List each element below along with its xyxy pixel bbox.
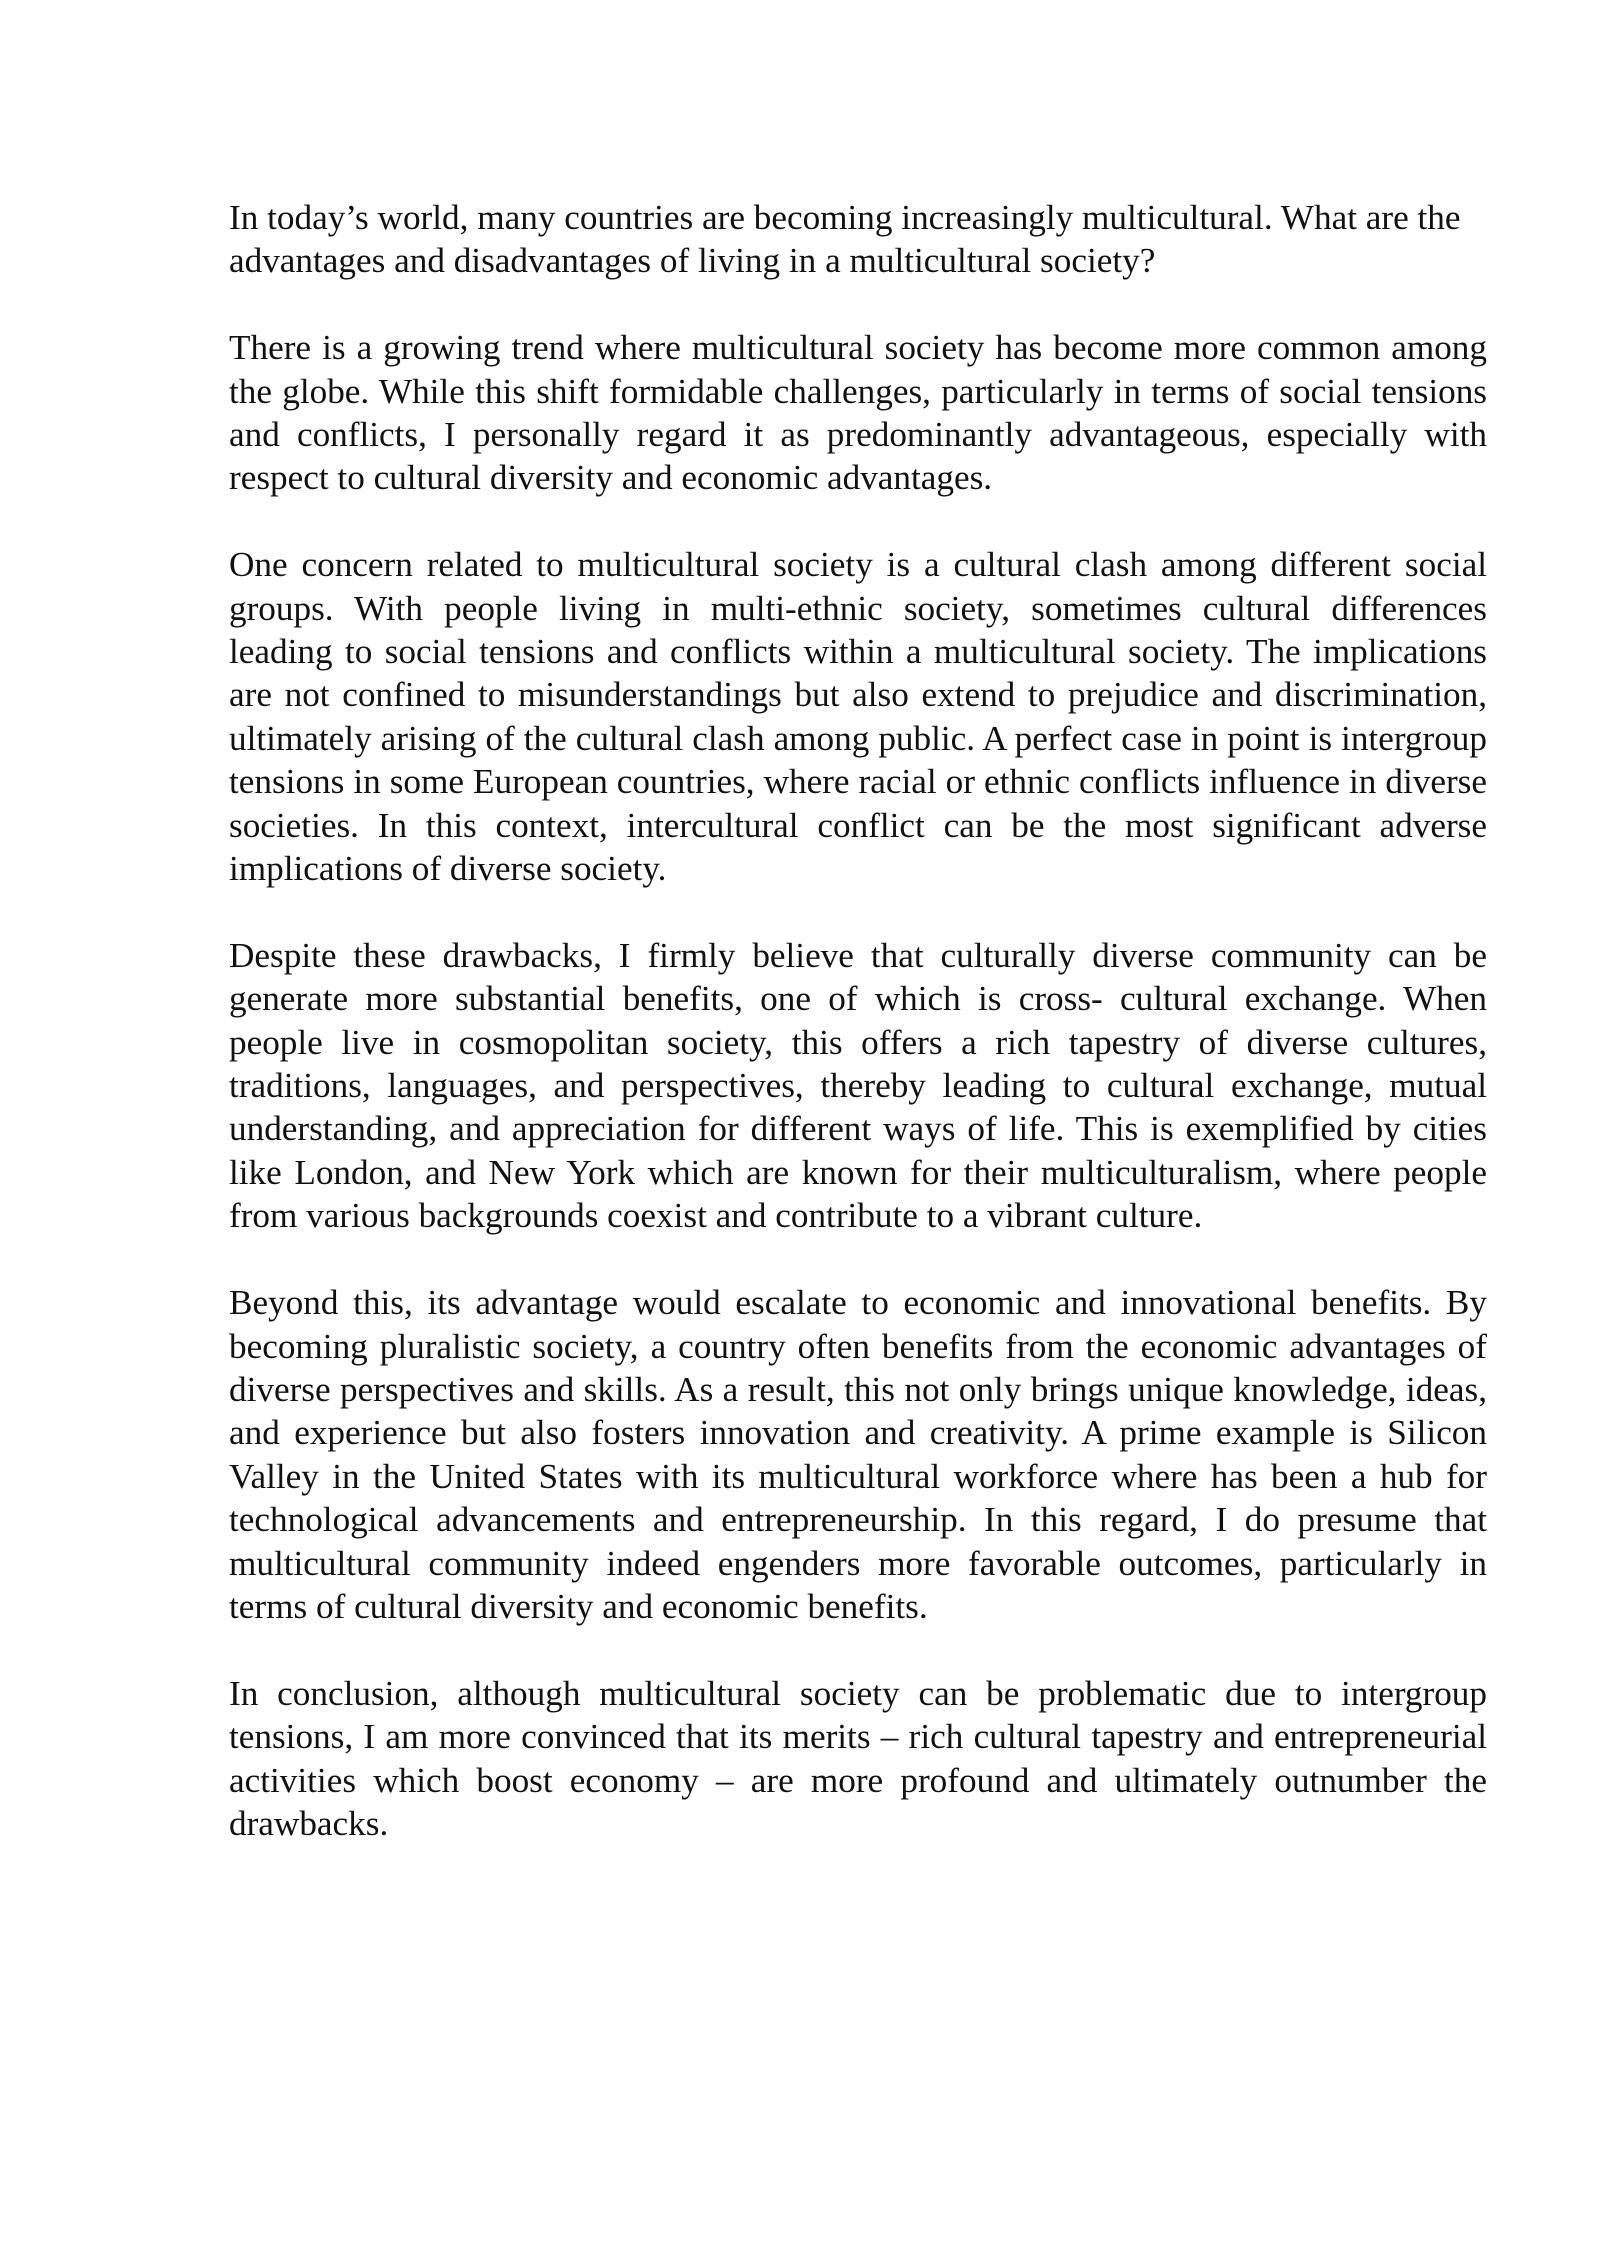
body-paragraph-economic-benefits: Beyond this, its advantage would escalate to economic and innovational benefits. By becoming pluralistic society, a country often benefits from the economic advantages of diverse perspectives and skills. As a result, this not only brings unique knowledge, ideas, and experience but also fosters innovation and creativity. A prime example is Silicon Valley in the United States with its multicultural workforce where has been a hub for technological advancements and entrepreneurship. In this regard, I do presume that multicultural community indeed engenders more favorable outcomes, particularly in terms of cultural diversity and economic benefits. bbox=[229, 1283, 1487, 1626]
body-paragraph-disadvantages: One concern related to multicultural society is a cultural clash among different social groups. With people living in multi-ethnic society, sometimes cultural differences leading to social tensions and conflicts within a multicultural society. The implications are not confined to misunderstandings but also extend to prejudice and discrimination, ultimately arising of the cultural clash among public. A perfect case in point is intergroup tensions in some European countries, where racial or ethnic conflicts influence in diverse societies. In this context, intercultural conflict can be the most significant adverse implications of diverse society. bbox=[229, 545, 1487, 889]
conclusion-paragraph: In conclusion, although multicultural society can be problematic due to intergroup tensions, I am more convinced that its merits – rich cultural tapestry and entrepreneurial activities which boost economy – are more profound and ultimately outnumber the drawbacks. bbox=[229, 1673, 1487, 1843]
body-paragraph-cultural-exchange: Despite these drawbacks, I firmly believe that culturally diverse community can be generate more substantial benefits, one of which is cross- cultural exchange. When people live in cosmopolitan society, this offers a rich tapestry of diverse cultures, traditions, languages, and perspectives, thereby leading to cultural exchange, mutual understanding, and appreciation for different ways of life. This is exemplified by cities like London, and New York which are known for their multiculturalism, where people from various backgrounds coexist and contribute to a vibrant culture. bbox=[229, 935, 1487, 1236]
essay-question: In today’s world, many countries are becoming increasingly multicultural. What are the advantages and disadvantages of living in a multicultural society? bbox=[229, 198, 1461, 281]
introduction-paragraph: There is a growing trend where multicultural society has become more common among the globe. While this shift formidable challenges, particularly in terms of social tensions and conflicts, I personally regard it as predominantly advantageous, especially with respect to cultural diversity and economic advantages. bbox=[229, 328, 1487, 498]
essay-body bbox=[229, 196, 1487, 1845]
